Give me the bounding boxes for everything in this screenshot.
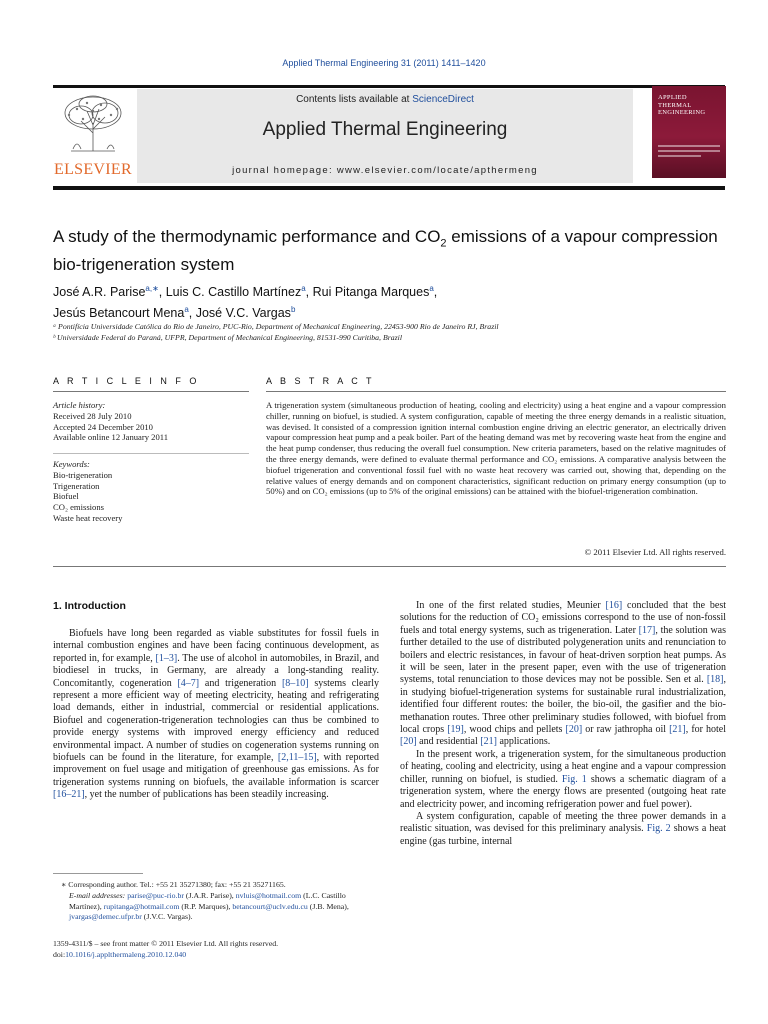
keyword: Bio-trigeneration xyxy=(53,469,113,480)
article-title: A study of the thermodynamic performance and $CO_2$ emissions of a vapour compression bio-trigeneration system xyxy=(53,227,718,275)
journal-title: Applied Thermal Engineering xyxy=(262,119,508,140)
abstract-body: A trigeneration system (simultaneous production of heating, cooling and electricity) using a heat engine and a vapour compression chiller, running on biofuel, is studied. A system configuration, capable of meeting the three energy demands in a realistic situation, was devised. It consisted of a compression ignition internal combustion engine driving an electric generator, an electrically driven vapour compression heat pump and a peak boiler. Part of the heating demand was met by recovering waste heat from the engine and the heat pump condenser, thus reducing the overall fuel consumption. New criteria parameters, based on the relative magnitudes of the three energy demands, were defined to evaluate thermal performance and CO₂ emissions. A comparative analysis between the biofuel trigeneration and conventional fossil fuel with no waste heat recovery was carried out, showing that, depending on the relative values of energy demands and on component characteristics, significant reduction on primary energy consumption (up to 50%) and on CO₂ emissions (up to 5% of the original emissions) can be attained with the biofuel-trigeneration combination. xyxy=(266,400,726,497)
paragraph-text: , for hotel xyxy=(685,724,727,736)
paragraph-text: shows a schematic diagram of a trigeneration system, where the energy flows are presented (outgoing heat rate and electricity power, and incoming refrigeration power and fuel power). xyxy=(400,773,726,810)
article-info-rule xyxy=(53,391,249,392)
paragraph-text: , wood chips and pellets xyxy=(463,724,566,736)
reference-link[interactable]: [17] xyxy=(638,624,656,636)
reference-link[interactable]: [21] xyxy=(480,736,497,748)
body-column-left xyxy=(53,628,379,802)
intro-paragraph xyxy=(400,749,726,811)
reference-link[interactable]: [16–21] xyxy=(53,789,85,801)
reference-link[interactable]: Fig. 2 xyxy=(646,823,671,835)
email-link[interactable]: jvargas@demec.ufpr.br xyxy=(69,912,142,922)
affiliation-mark[interactable]: a xyxy=(184,305,189,315)
paragraph-text: In the present work, a trigeneration system, for the simultaneous production of heating, cooling and electricity, using a heat engine and a vapour compression chiller, running on biofuel, is studied. xyxy=(400,748,726,785)
issn-line: 1359-4311/$ – see front matter © 2011 Elsevier Ltd. All rights reserved. xyxy=(53,939,279,948)
email-addresses: E-mail addresses: parise@puc-rio.br (J.A.R. Parise), nvluis@hotmail.com (L.C. Castillo Martínez), rupitanga@hotmail.com (R.P. Marques), betancourt@uclv.edu.cu (J.B. Mena), jvargas@demec.ufpr.br (J.V.C. Vargas). xyxy=(69,890,349,922)
paragraph-text: Biofuels have long been regarded as viable substitutes for fossil fuels in internal combustion engines and have been facing continuous development, as reported in, for example, xyxy=(53,628,379,664)
abstract-bottom-rule xyxy=(53,566,726,567)
issn-doi: 1359-4311/$ – see front matter © 2011 Elsevier Ltd. All rights reserved. doi:10.1016/j.applthermaleng.2010.12.040 xyxy=(53,938,379,960)
paragraph-text: and trigeneration xyxy=(199,677,282,689)
paragraph-text: , in studying biofuel-trigeneration systems for sustainable rural industrialization, identified four different routes: the boiler, the bio-oil, the gasifier and the bio-methanation routes. Three other preliminary studies followed, with biofuel from local crops xyxy=(400,674,726,736)
author-name[interactable]: José A.R. Parise xyxy=(53,285,146,300)
paragraph-text: In one of the first related studies, Meunier xyxy=(416,600,606,611)
history-entry: Available online 12 January 2011 xyxy=(53,432,169,443)
paragraph-text: . The use of alcohol in automobiles, in Brazil, and biodiesel in trucks, in Germany, are already a long-standing reality. Concomitantly, cogeneration xyxy=(53,652,379,689)
affiliation-b: ᵇ Universidade Federal do Paraná, UFPR, Department of Mechanical Engineering, 81531-990 Curitiba, Brazil xyxy=(53,333,403,342)
keyword: Biofuel xyxy=(53,491,79,502)
reference-link[interactable]: [19] xyxy=(447,724,464,736)
paragraph-text: or raw jathropha oil xyxy=(582,724,670,736)
reference-link[interactable]: [1–3] xyxy=(155,652,178,664)
paragraph-text: , the solution was further detailed to the use of distributed polygeneration units and renunciation to boilers and electric resistances, in favour of heat-driven sorption heat pumps. As it will be seen, later in the present paper, even with the use of trigeneration systems, total renunciation to those devices may not be possible. Sen et al. xyxy=(400,624,726,686)
body-column-right xyxy=(400,600,726,848)
intro-paragraph xyxy=(53,628,379,802)
email-link[interactable]: betancourt@uclv.edu.cu xyxy=(232,901,308,911)
publisher-logo[interactable] xyxy=(53,89,133,183)
journal-homepage-link[interactable]: journal homepage: www.elsevier.com/locate/apthermeng xyxy=(232,165,538,176)
reference-link[interactable]: [16] xyxy=(605,600,623,611)
email-link[interactable]: parise@puc-rio.br xyxy=(127,890,184,900)
intro-paragraph xyxy=(400,811,726,848)
author-list: José A.R. Parise$^{a,∗}$, Luis C. Castillo Martínez$^a$, Rui Pitanga Marques$^a$, Jesús Betancourt Mena$^a$, José V.C. Vargas$^b$ xyxy=(53,284,438,321)
tree-icon xyxy=(59,93,127,153)
keyword: CO₂ emissions xyxy=(53,502,104,513)
sciencedirect-link[interactable]: ScienceDirect xyxy=(412,94,474,105)
section-heading-introduction: 1. Introduction xyxy=(53,600,126,612)
paragraph-text: applications. xyxy=(496,736,551,748)
paragraph-text: concluded that the best solutions for the reduction of CO₂ emissions correspond to the use of non-fossil fuels and total energy systems, such as trigeneration. Later xyxy=(400,600,726,636)
contents-availability: Contents lists available at ScienceDirect xyxy=(296,94,474,105)
paragraph-text: and residential xyxy=(416,736,481,748)
cover-title: APPLIED THERMAL ENGINEERING xyxy=(658,94,706,116)
paragraph-text: A system configuration, capable of meeting the three power demands in a realistic situation, was devised for this preliminary analysis. xyxy=(400,810,726,835)
paragraph-text: systems clearly represent a more efficient way of meeting electricity, heating and refrigerating load demands, either in industrial, commercial or residential applications. Biofuel and cogeneration-trigeneration technologies can thus be combined to provide energy systems with improved energy efficiency and reduced environmental impact. A number of studies on cogeneration systems running on biofuels can be found in the literature, for example, xyxy=(53,677,379,764)
keyword: Trigeneration xyxy=(53,480,100,491)
reference-link[interactable]: [4–7] xyxy=(177,677,200,689)
author-name[interactable]: José V.C. Vargas xyxy=(195,306,291,321)
history-entry: Accepted 24 December 2010 xyxy=(53,421,153,432)
abstract-rule xyxy=(266,391,726,392)
reference-link[interactable]: [8–10] xyxy=(281,677,309,689)
abstract-copyright: © 2011 Elsevier Ltd. All rights reserved. xyxy=(584,547,726,557)
paragraph-text: , yet the number of publications has been steadily increasing. xyxy=(84,789,329,801)
journal-citation-link[interactable]: Applied Thermal Engineering 31 (2011) 1411–1420 xyxy=(282,58,486,68)
journal-masthead xyxy=(137,89,633,183)
affiliation-a: ᵃ Pontifícia Universidade Católica do Rio de Janeiro, PUC-Rio, Department of Mechanical Engineering, 22453-900 Rio de Janeiro RJ, Brazil xyxy=(53,322,499,331)
journal-cover-thumbnail[interactable] xyxy=(652,86,726,178)
affiliation-mark[interactable]: a xyxy=(301,284,306,293)
email-link[interactable]: rupitanga@hotmail.com xyxy=(103,901,180,911)
reference-link[interactable]: [20] xyxy=(565,724,583,736)
affiliation-mark[interactable]: b xyxy=(290,305,296,315)
abstract-heading: A B S T R A C T xyxy=(266,376,375,386)
footnote-rule xyxy=(53,873,143,874)
author-name[interactable]: Rui Pitanga Marques xyxy=(312,285,430,300)
reference-link[interactable]: [20] xyxy=(400,736,417,748)
article-history: Article history: Received 28 July 2010 Accepted 24 December 2010 Available online 12 January 2011 xyxy=(53,400,249,443)
affiliation-mark[interactable]: a xyxy=(429,284,434,293)
author-name[interactable]: Jesús Betancourt Mena xyxy=(53,306,185,321)
email-link[interactable]: nvluis@hotmail.com xyxy=(235,890,302,900)
reference-link[interactable]: [18] xyxy=(706,674,724,686)
keywords: Keywords: Bio-trigeneration Trigeneration Biofuel CO₂ emissions Waste heat recovery xyxy=(53,459,249,524)
keyword: Waste heat recovery xyxy=(53,512,123,523)
intro-paragraph xyxy=(400,600,726,749)
cover-decoration xyxy=(658,145,720,157)
corresponding-author-footnote: ∗ Corresponding author. Tel.: +55 21 35271380; fax: +55 21 35271165. E-mail addresses: parise@puc-rio.br (J.A.R. Parise), nvluis@hotmail.com (L.C. Castillo Martínez), rupitanga@hotmail.com (R.P. Marques), betancourt@uclv.edu.cu (J.B. Mena), jvargas@demec.ufpr.br (J.V.C. Vargas). xyxy=(53,880,379,923)
author-name[interactable]: Luis C. Castillo Martínez xyxy=(165,285,302,300)
affiliation-mark[interactable]: a,∗ xyxy=(145,284,159,293)
history-entry: Received 28 July 2010 xyxy=(53,410,132,421)
doi-link[interactable]: 10.1016/j.applthermaleng.2010.12.040 xyxy=(65,950,187,959)
publisher-name: ELSEVIER xyxy=(54,161,132,178)
article-info-heading: A R T I C L E I N F O xyxy=(53,376,200,386)
header-bottom-rule xyxy=(53,186,725,190)
paragraph-text: shows a heat engine (gas turbine, internal xyxy=(400,823,727,847)
info-divider xyxy=(53,453,249,454)
reference-link[interactable]: [2,11–15] xyxy=(277,752,317,764)
paragraph-text: , with reported improvement on fuel usage and mitigation of greenhouse gas emissions. As for trigeneration systems running on biofuels, the available information is scarcer xyxy=(53,752,379,788)
reference-link[interactable]: [21] xyxy=(669,724,686,736)
header-top-rule xyxy=(53,85,725,88)
affiliations xyxy=(53,321,733,343)
reference-link[interactable]: Fig. 1 xyxy=(561,773,587,785)
